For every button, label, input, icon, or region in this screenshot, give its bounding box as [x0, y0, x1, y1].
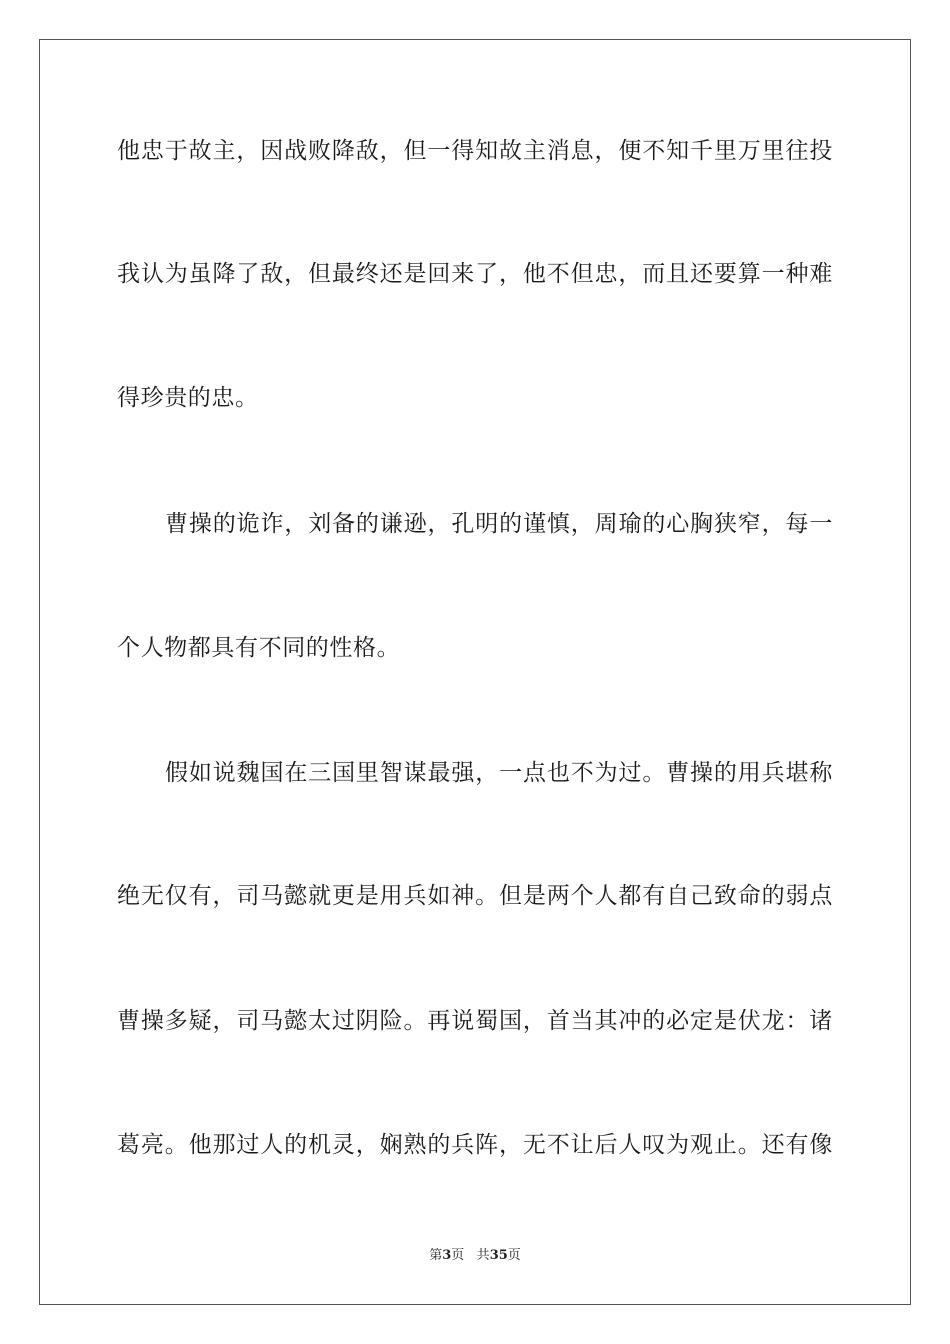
text-line-2: 我认为虽降了敌，但最终还是回来了，他不但忠，而且还要算一种难 — [117, 261, 833, 287]
page-border — [39, 39, 911, 1305]
total-suffix: 页 — [507, 1248, 521, 1263]
text-line-1: 他忠于故主，因战败降敌，但一得知故主消息，便不知千里万里往投 — [117, 138, 833, 164]
text-line-4: 曹操的诡诈，刘备的谦逊，孔明的谨慎，周瑜的心胸狭窄，每一 — [165, 511, 833, 537]
page-suffix: 页 — [451, 1248, 465, 1263]
text-line-7: 绝无仅有，司马懿就更是用兵如神。但是两个人都有自己致命的弱点 — [117, 883, 833, 909]
total-pages: 35 — [489, 1248, 508, 1263]
total-prefix: 共 — [476, 1248, 490, 1263]
page-prefix: 第 — [429, 1248, 443, 1263]
text-line-6: 假如说魏国在三国里智谋最强，一点也不为过。曹操的用兵堪称 — [165, 760, 833, 786]
text-line-9: 葛亮。他那过人的机灵，娴熟的兵阵，无不让后人叹为观止。还有像 — [117, 1132, 833, 1158]
page-number: 3 — [442, 1248, 452, 1263]
text-line-8: 曹操多疑，司马懿太过阴险。再说蜀国，首当其冲的必定是伏龙：诸 — [117, 1008, 833, 1034]
text-line-5: 个人物都具有不同的性格。 — [117, 635, 401, 661]
text-line-3: 得珍贵的忠。 — [117, 385, 259, 411]
page-footer — [0, 1247, 950, 1265]
